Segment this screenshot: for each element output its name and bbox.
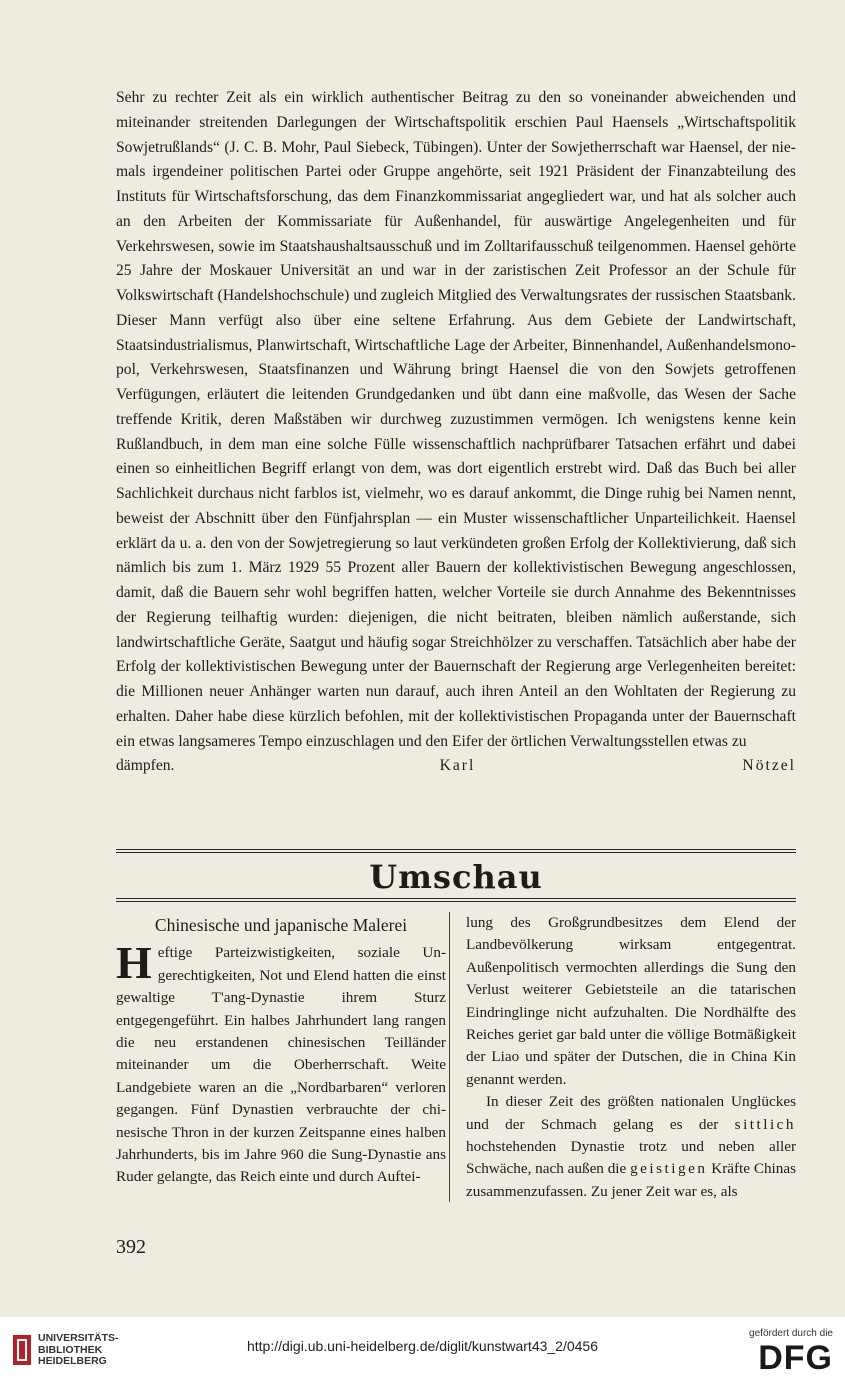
p2-text-c: Kräfte Chinas zusammenzufassen. Zu jener Zeit war es, als [466,1160,797,1200]
institution-line-3: HEIDELBERG [38,1355,107,1367]
source-url-link[interactable]: http://digi.ub.uni-heidelberg.de/diglit/kunstwart43_2/0456 [246,1338,599,1354]
divider-bottom [116,898,796,899]
institution-line-1: UNIVERSITÄTS- [38,1332,119,1344]
page-number: 392 [116,1236,146,1258]
article-title: Chinesische und japanische Malerei [154,915,408,935]
last-word: dämpfen. [116,757,175,775]
divider-bottom-double [116,901,796,902]
divider-top-double [116,852,796,853]
column-divider [449,912,450,1202]
funded-by-label: gefördert durch die [749,1328,833,1339]
p2-text-b: hochstehenden Dynastie trotz und neben aller Schwäche, nach außen die [466,1138,796,1178]
article-right-p2 [466,1091,796,1203]
p2-text-a: In dieser Zeit des größten nationalen Unglückes und der Schmach gelang es der [466,1093,796,1133]
dfg-logo[interactable]: DFG [758,1339,833,1377]
author-signature: Karl Nötzel [439,757,796,775]
signature-line [116,754,796,779]
institution-line-2: BIBLIOTHEK [38,1343,103,1356]
drop-cap: H [116,937,152,989]
lead-article [116,86,796,779]
p2-spaced-sittlich: sittlich [734,1115,797,1133]
article-left-body: eftige Parteizwistigkeiten, soziale Ungerechtigkeiten, Not und Elend hatten die einst gewaltige T'ang-Dynastie ihrem Sturz entgegengeführt. Ein halbes Jahrhundert lang rangen die neu erstandenen chinesischen Teilländer miteinander um die Oberherrschaft. Weite Landgebiete waren an die „Nordbarbaren“ verloren gegangen. Fünf Dynastien verbrauchte der chinesische Thron in der kurzen Zeitspanne eines halben Jahrhunderts, bis im Jahre 960 die Sung-Dynastie ans Ruder gelangte, das Reich einte und durch Auftei- [116,944,446,1186]
section-heading: Umschau [369,858,543,896]
divider-top [116,849,796,850]
article-right-p1: lung des Großgrundbesitzes dem Elend der Landbevölkerung wirksam entgegentrat. Außenpolitisch vermochten allerdings die Sung den Verlust weiterer Gebietsteile an die tatarischen Eindringlinge nicht aufzuhalten. Die Nordhälfte des Reiches geriet gar bald unter die völlige Botmäßigkeit der Liao und später der Dutschen, die in China Kin genannt werden. [466,914,796,1088]
lead-paragraph: Sehr zu rechter Zeit als ein wirklich authentischer Beitrag zu den so voneinander abweichenden und miteinander streitenden Darlegungen der Wirtschaftspolitik erschien Paul Haensels „Wirtschaftspolitik Sowjetrußlands“ (J. C. B. Mohr, Paul Siebeck, Tübingen). Unter der Sowjetherrschaft war Haensel, der niemals irgendeiner politischen Partei oder Gruppe angehörte, seit 1921 Präsident der Finanzabteilung des Instituts für Wirtschaftsforschung, das dem Finanzkommissariat angegliedert war, und hat als solcher auch an den Arbeiten der Kommissariate für Außenhandel, für auswärtige Angelegenheiten und für Verkehrswesen, sowie im Staatshaushaltsausschuß und im Zolltarifausschuß teilgenommen. Haensel gehörte 25 Jahre der Moskauer Universität an und war in der zaristischen Zeit Professor an der Schule für Volkswirtschaft (Handelshochschule) und zugleich Mitglied des Verwaltungsrates der russischen Staatsbank. Dieser Mann verfügt also über eine seltene Erfahrung. Aus dem Gebiete der Landwirtschaft, Staatsindustrialismus, Planwirtschaft, Wirtschaftliche Lage der Arbeiter, Binnenhandel, Außenhandelsmonopol, Verkehrswesen, Staatsfinanzen und Währung bringt Haensel die von den Sowjets getroffenen Verfügungen, erläutert die leitenden Grundgedanken und übt dann eine maßvolle, das Wesen der Sache treffende Kritik, deren Maßstäben wir durchweg zuzustimmen vermögen. Ich wenigstens kenne kein Rußlandbuch, in dem man eine solche Fülle wissenschaftlich nachprüfbarer Tatsachen erfährt und dabei einen so einheitlichen Begriff erlangt von dem, was dort eigentlich erstrebt wird. Daß das Buch bei aller Sachlichkeit durchaus nicht farblos ist, vielmehr, wo es darauf ankommt, die Dinge ruhig bei Namen nennt, beweist der Abschnitt über den Fünfjahrsplan — ein Muster wissenschaftlicher Unparteilichkeit. Haensel erklärt da u. a. den von der Sowjetregierung so laut verkündeten großen Erfolg der Kollektivierung, daß sich nämlich bis zum 1. März 1929 55 Prozent aller Bauern der kollektivistischen Bewegung angeschlossen, damit, daß die Bauern sehr wohl begriffen hatten, welcher Vorteile sie durch Annahme des Bekenntnisses der Regierung teilhaftig wurden: diejenigen, die nicht beitraten, bleiben nämlich außerstande, sich landwirtschaftliche Geräte, Saatgut und häufig sogar Streichhölzer zu verschaffen. Tatsächlich aber habe der Erfolg der kollektivistischen Bewegung unter der Bauernschaft der Regierung arge Verlegenheiten bereitet: die Millionen neuer Anhänger warten nun darauf, auch ihren Anteil an den Wohltaten der Regierung zu erhalten. Daher habe diese kürzlich befohlen, mit der kollektivistischen Propaganda unter der Bauernschaft ein etwas langsameres Tempo einzuschlagen und den Eifer der örtlichen Verwaltungsstellen etwas zu [116,89,796,750]
article-left-text [116,937,446,1188]
p2-spaced-geistigen: geistigen [630,1160,708,1178]
article-left-column [116,912,446,1189]
article-right-column [466,912,796,1203]
